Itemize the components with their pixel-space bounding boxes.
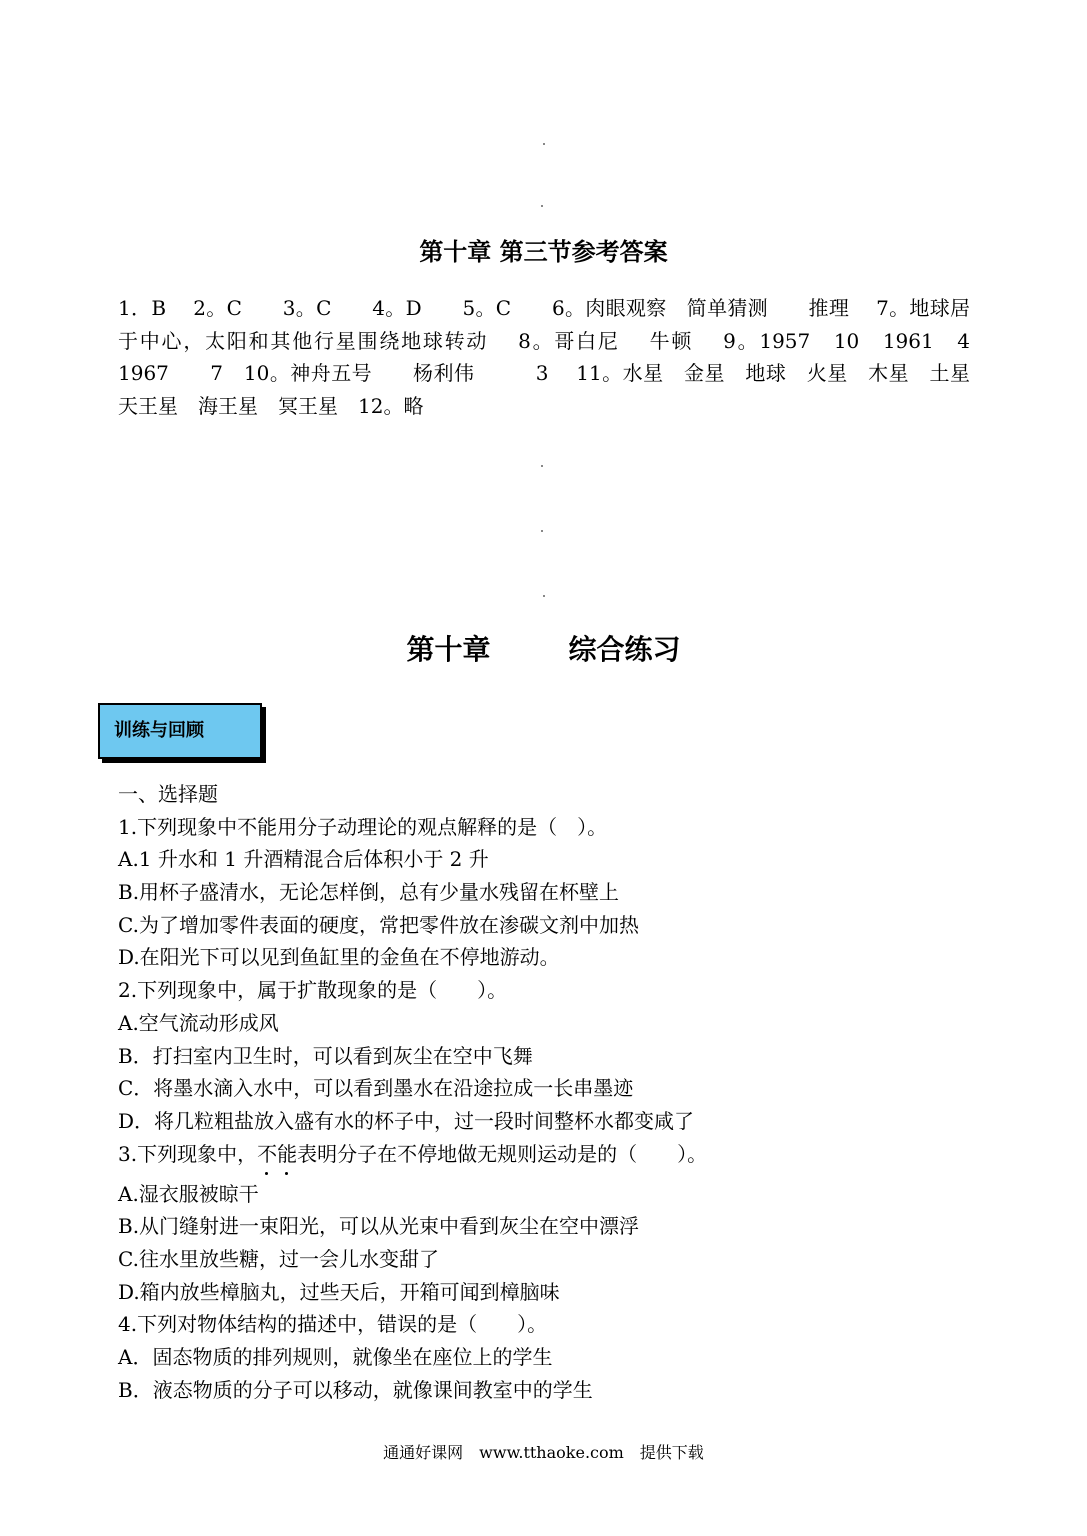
section1-title: 第十章 第三节参考答案 xyxy=(419,238,668,266)
question-line: B．液态物质的分子可以移动，就像课间教室中的学生 xyxy=(118,1377,593,1402)
stray-dot xyxy=(541,530,543,532)
stray-dot xyxy=(541,205,543,207)
section2-title-right: 综合练习 xyxy=(568,633,681,666)
q3-emphasis-1: 不 xyxy=(257,1141,278,1166)
question-line: C.为了增加零件表面的硬度，常把零件放在渗碳文剂中加热 xyxy=(118,912,639,937)
question-line: B.从门缝射进一束阳光，可以从光束中看到灰尘在空中漂浮 xyxy=(118,1214,640,1239)
question-line: C.往水里放些糖，过一会儿水变甜了 xyxy=(118,1246,439,1271)
question-line: D.在阳光下可以见到鱼缸里的金鱼在不停地游动。 xyxy=(118,945,560,970)
question-line: A.1 升水和 1 升酒精混合后体积小于 2 升 xyxy=(118,847,489,872)
stray-dot xyxy=(543,143,545,145)
question-line: 4.下列对物体结构的描述中，错误的是（ ）。 xyxy=(118,1312,548,1337)
q3-text-after: 表明分子在不停地做无规则运动是的（ ）。 xyxy=(297,1141,708,1166)
question-line: 2.下列现象中，属于扩散现象的是（ ）。 xyxy=(118,978,508,1003)
q3-text-before: 3.下列现象中， xyxy=(118,1141,258,1166)
question-line: 一、选择题 xyxy=(118,782,218,806)
stray-dot xyxy=(541,465,543,467)
section1-answers: 1．B 2。C 3。C 4。D 5。C 6。肉眼观察 简单猜测 推理 7。地球居于中心，太阳和其他行星围绕地球转动 8。哥白尼 牛顿 9。1957 10 1961 4 1967 7 10。神舟五号 杨利伟 3 11。水星 金星 地球 火星 木星 土星 天王星 海王星 冥王星 12。略 xyxy=(118,296,990,418)
question-line: 1.下列现象中不能用分子动理论的观点解释的是（ ）。 xyxy=(118,814,608,839)
question-line: D.箱内放些樟脑丸，过些天后，开箱可闻到樟脑味 xyxy=(118,1279,560,1304)
question-3-line xyxy=(118,1138,978,1178)
question-line: A．固态物质的排列规则，就像坐在座位上的学生 xyxy=(118,1345,553,1369)
question-line: B.用杯子盛清水，无论怎样倒，总有少量水残留在杯壁上 xyxy=(118,880,620,905)
question-line: A.湿衣服被晾干 xyxy=(118,1181,259,1206)
question-line: C．将墨水滴入水中，可以看到墨水在沿途拉成一长串墨迹 xyxy=(118,1076,634,1101)
stray-dot xyxy=(543,595,545,597)
question-line: D．将几粒粗盐放入盛有水的杯子中，过一段时间整杯水都变咸了 xyxy=(118,1108,695,1133)
question-line: A.空气流动形成风 xyxy=(118,1010,279,1035)
section-box-label: 训练与回顾 xyxy=(98,703,262,759)
page-footer: 通通好课网 www.tthaoke.com 提供下载 xyxy=(383,1443,704,1462)
section2-title xyxy=(0,628,1087,668)
q3-emphasis-2: 能 xyxy=(277,1141,298,1166)
question-list xyxy=(118,778,978,1406)
section2-title-left: 第十章 xyxy=(406,633,491,666)
question-line: B．打扫室内卫生时，可以看到灰尘在空中飞舞 xyxy=(118,1043,533,1068)
